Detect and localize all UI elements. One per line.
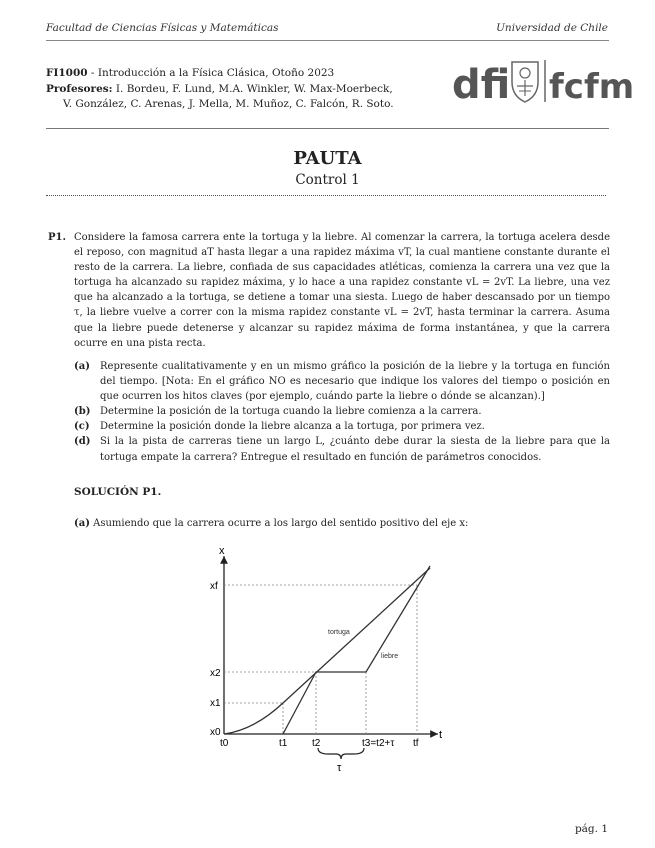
part-item <box>74 434 610 464</box>
part-item <box>74 404 610 419</box>
part-item <box>74 419 610 434</box>
x-tick-tf: tf <box>413 738 419 749</box>
part-text: Si la la pista de carreras tiene un largo L, ¿cuánto debe durar la siesta de la liebre para que la tortuga empate la carrera? Entregue el resultado en función de parámetros conocidos. <box>100 436 610 463</box>
page-title: PAUTA <box>293 148 362 169</box>
professors-line1: I. Bordeu, F. Lund, M.A. Winkler, W. Max-Moerbeck, <box>112 82 393 95</box>
liebre-curve <box>283 566 430 734</box>
part-item <box>74 359 610 404</box>
dfi-fcfm-logo <box>452 56 635 108</box>
x-tick-t2: t2 <box>312 738 321 749</box>
header-rule <box>46 40 609 41</box>
position-time-graph <box>190 538 460 778</box>
header-university: Universidad de Chile <box>496 22 608 34</box>
y-axis-label: x <box>219 545 225 557</box>
tau-brace <box>318 748 364 759</box>
y-tick-xf: xf <box>210 581 218 592</box>
tau-label: τ <box>337 762 342 774</box>
part-label: (b) <box>74 406 91 418</box>
liebre-label: liebre <box>381 653 399 660</box>
university-shield-icon <box>512 62 538 102</box>
dotted-divider <box>46 195 606 196</box>
part-text: Represente cualitativamente y en un mismo gráfico la posición de la liebre y la tortuga en función del tiempo. [Nota: En el gráfico NO es necesario que indique los valores del tiempo o posición en que ocurren los hitos claves (por ejemplo, cuándo parte la liebre o dónde se alcanzan).] <box>100 361 610 403</box>
x-tick-t0: t0 <box>220 738 229 749</box>
problem-text: Considere la famosa carrera ente la tortuga y la liebre. Al comenzar la carrera, la tortuga acelera desde el reposo, con magnitud aT hasta llegar a una rapidez máxima vT, la cual mantiene constante durante el resto de la carrera. La liebre, confiada de sus capacidades atléticas, comienza la carrera una vez que la tortuga ha alcanzado su rapidez máxima, y lo hace a una rapidez constante vL = 2vT. La liebre, una vez que ha alcanzado a la tortuga, se detiene a tomar una siesta. Luego de haber descansado por un tiempo τ, la liebre vuelve a correr con la misma rapidez constante vL = 2vT, hasta terminar la carrera. Asuma que la liebre puede detenerse y alcanzar su rapidez máxima de forma instantánea, y que la carrera ocurre en una pista recta. <box>74 232 610 349</box>
problem-number: P1. <box>48 232 66 243</box>
problem-statement <box>48 230 610 351</box>
professors-label: Profesores: <box>46 82 113 95</box>
logo-fcfm-text: fcfm <box>549 67 635 107</box>
y-tick-x0: x0 <box>210 727 221 738</box>
page-subtitle: Control 1 <box>295 172 360 188</box>
section-rule <box>46 128 609 129</box>
part-text: Determine la posición de la tortuga cuando la liebre comienza a la carrera. <box>100 406 482 418</box>
x-axis-label: t <box>439 729 443 741</box>
header-faculty: Facultad de Ciencias Físicas y Matemáticas <box>46 22 279 34</box>
part-label: (a) <box>74 361 90 372</box>
course-info <box>46 66 416 113</box>
professors-line2: V. González, C. Arenas, J. Mella, M. Muñoz, C. Falcón, R. Soto. <box>63 98 394 110</box>
part-label: (c) <box>74 421 90 433</box>
tortuga-label: tortuga <box>328 629 350 636</box>
x-tick-t3: t3=t2+τ <box>362 738 395 749</box>
course-code: FI1000 <box>46 67 88 79</box>
problem-parts <box>74 359 610 465</box>
page-number: pág. 1 <box>574 823 608 835</box>
solution-a-label: (a) <box>74 518 90 529</box>
solution-title: SOLUCIÓN P1. <box>74 486 162 498</box>
y-tick-x2: x2 <box>210 668 221 679</box>
part-label: (d) <box>74 436 91 448</box>
course-name: - Introducción a la Física Clásica, Otoño 2023 <box>87 67 335 79</box>
logo-dfi-text: dfi <box>452 62 511 108</box>
y-tick-x1: x1 <box>210 698 221 709</box>
solution-a-text: Asumiendo que la carrera ocurre a los largo del sentido positivo del eje x: <box>89 518 469 529</box>
part-text: Determine la posición donde la liebre alcanza a la tortuga, por primera vez. <box>100 421 485 433</box>
solution-part-a <box>74 518 468 529</box>
x-tick-t1: t1 <box>279 738 288 749</box>
tortuga-curve <box>224 568 430 734</box>
